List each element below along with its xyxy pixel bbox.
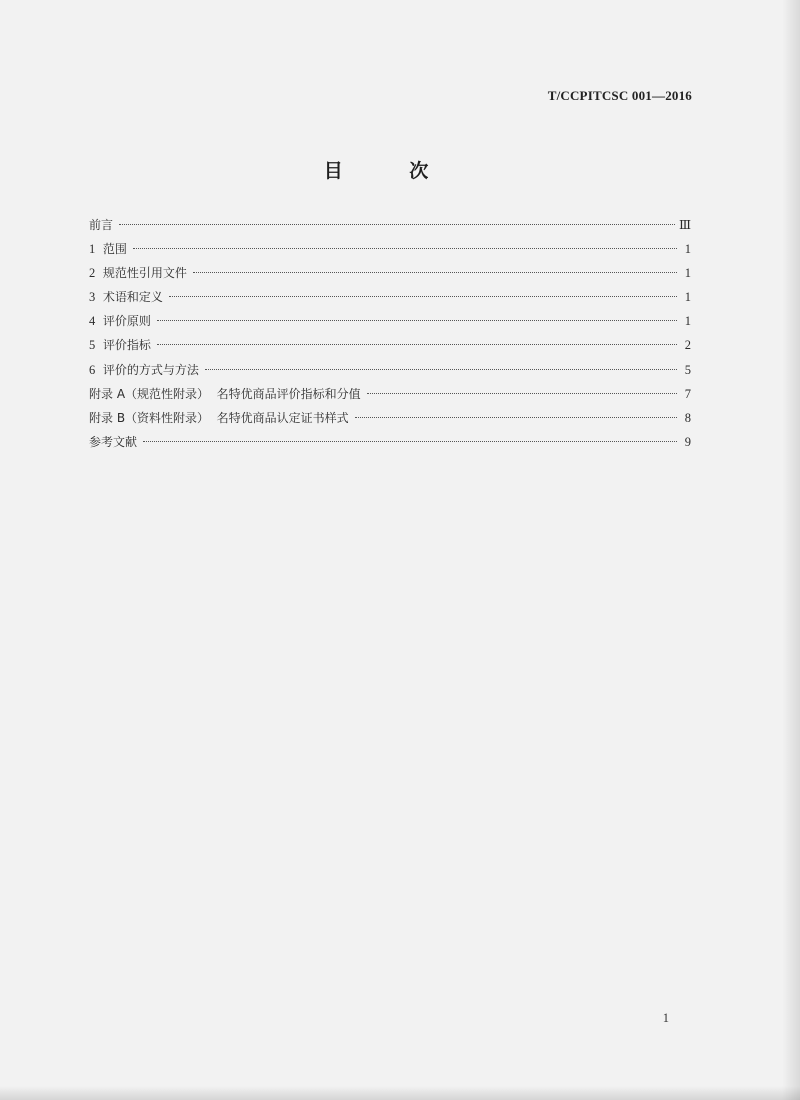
toc-leader-dots xyxy=(193,272,677,273)
toc-entry-page: Ⅲ xyxy=(678,218,691,232)
toc-entry-page: 2 xyxy=(684,338,691,353)
toc-entry-text: 范围 xyxy=(102,242,127,257)
toc-leader-dots xyxy=(143,441,677,442)
toc-entry-label xyxy=(89,433,137,450)
toc-leader-dots xyxy=(157,344,677,345)
document-code: T/CCPITCSC 001—2016 xyxy=(547,88,692,103)
toc-entry-text: 规范性引用文件 xyxy=(102,266,187,281)
toc-entry-number: 1 xyxy=(89,242,96,257)
toc-entry-text: 参考文献 xyxy=(89,434,138,449)
footer-page-number: 1 xyxy=(662,1011,669,1025)
toc-entry-label xyxy=(89,312,151,329)
toc-leader-dots xyxy=(355,417,677,418)
toc-entry-label xyxy=(89,216,113,233)
toc-entry-label xyxy=(89,264,187,281)
toc-entry-label xyxy=(89,240,127,257)
toc-entry-number: 6 xyxy=(89,362,96,377)
toc-entry-page: 8 xyxy=(684,410,691,425)
toc-entry-number: 2 xyxy=(89,266,96,281)
toc-entry-page: 9 xyxy=(684,434,691,449)
toc-leader-dots xyxy=(169,296,677,297)
toc-entry-label xyxy=(89,288,163,305)
toc-entry-text: 评价指标 xyxy=(102,338,151,353)
scan-edge-shadow xyxy=(0,1086,800,1100)
toc-entry-number: 5 xyxy=(89,338,96,353)
toc-entry-page: 1 xyxy=(684,242,691,257)
toc-entry[interactable] xyxy=(89,264,691,288)
toc-entry-page: 7 xyxy=(684,386,691,401)
toc-entry-number: 3 xyxy=(89,290,96,305)
toc-entry[interactable] xyxy=(89,361,691,385)
toc-entry-text: 附录 A（规范性附录） 名特优商品评价指标和分值 xyxy=(89,386,361,401)
toc-entry-text: 附录 B（资料性附录） 名特优商品认定证书样式 xyxy=(89,410,349,425)
toc-entry-label xyxy=(89,336,151,353)
toc-entry[interactable] xyxy=(89,385,691,409)
toc-leader-dots xyxy=(367,393,677,394)
toc-entry-page: 1 xyxy=(684,266,691,281)
toc-entry[interactable] xyxy=(89,240,691,264)
toc-entry-text: 评价原则 xyxy=(102,314,151,329)
toc-entry[interactable] xyxy=(89,336,691,360)
toc-entry[interactable] xyxy=(89,288,691,312)
toc-entry-label xyxy=(89,361,199,378)
toc-entry[interactable] xyxy=(89,409,691,433)
toc-leader-dots xyxy=(119,224,675,225)
toc-entry-page: 1 xyxy=(684,290,691,305)
toc-entry-text: 前言 xyxy=(89,218,114,232)
toc-entry[interactable] xyxy=(89,312,691,336)
toc-leader-dots xyxy=(205,369,677,370)
toc-list xyxy=(89,216,691,457)
toc-entry-page: 5 xyxy=(684,362,691,377)
toc-entry-text: 术语和定义 xyxy=(102,290,163,305)
toc-entry-label xyxy=(89,385,361,402)
toc-title: 目 次 xyxy=(323,160,459,182)
toc-entry-page: 1 xyxy=(684,314,691,329)
toc-leader-dots xyxy=(157,320,677,321)
scan-edge-shadow xyxy=(782,0,800,1100)
toc-entry[interactable] xyxy=(89,433,691,457)
toc-entry[interactable] xyxy=(89,216,691,240)
toc-leader-dots xyxy=(133,248,677,249)
toc-entry-text: 评价的方式与方法 xyxy=(102,362,199,377)
toc-entry-label xyxy=(89,409,349,426)
toc-entry-number: 4 xyxy=(89,314,96,329)
